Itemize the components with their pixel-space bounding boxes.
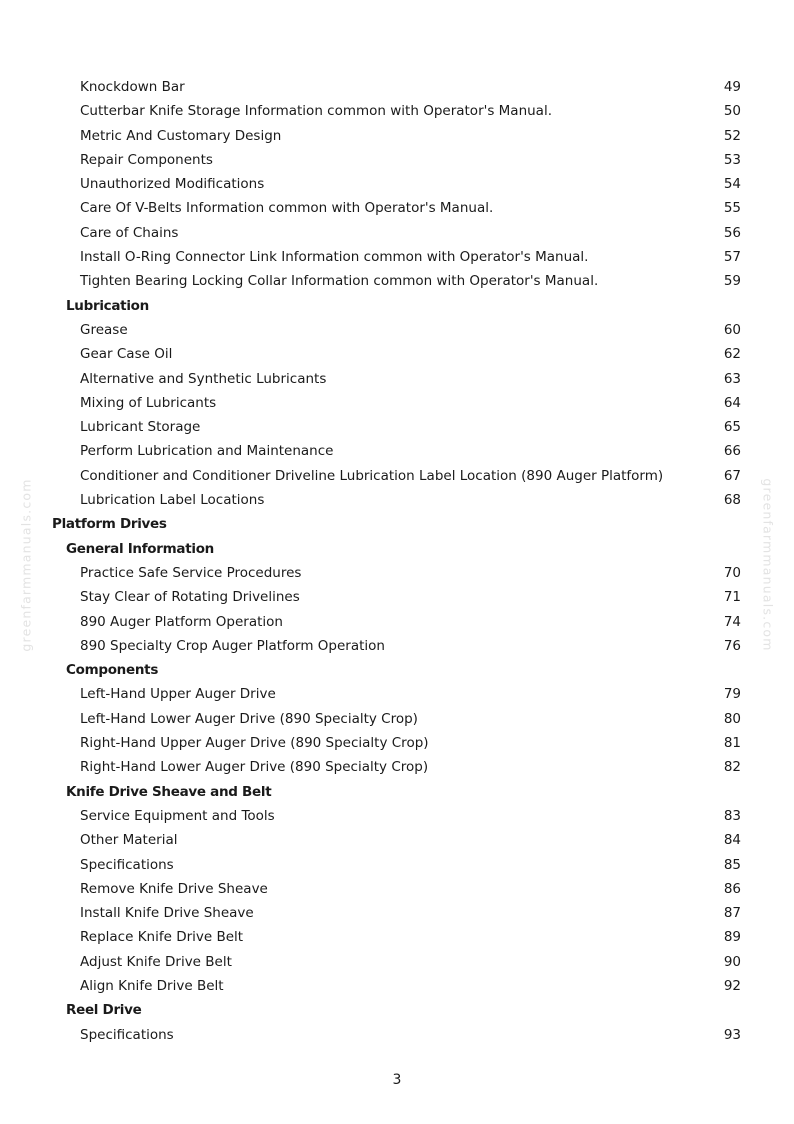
toc-entry-page-number: 62 <box>723 346 741 363</box>
toc-entry[interactable] <box>0 245 794 269</box>
toc-entry-title: Metric And Customary Design <box>80 127 282 144</box>
toc-entry-title: Knockdown Bar <box>80 79 185 95</box>
toc-entry-page-number: 86 <box>723 880 741 897</box>
toc-entry-title: Perform Lubrication and Maintenance <box>80 443 334 460</box>
toc-section-heading[interactable] <box>0 658 794 682</box>
toc-entry-page-number: 53 <box>723 151 741 168</box>
toc-entry-page-number: 79 <box>723 686 741 703</box>
toc-entry-page-number: 92 <box>723 977 741 994</box>
toc-entry-title: Replace Knife Drive Belt <box>80 929 244 946</box>
table-of-contents <box>0 75 794 1047</box>
toc-entry-title: Unauthorized Modifications <box>80 176 265 193</box>
toc-entry-title: Lubrication <box>66 297 149 314</box>
toc-entry[interactable] <box>0 75 794 99</box>
toc-entry-page-number: 59 <box>723 273 741 290</box>
toc-entry-title: Left-Hand Upper Auger Drive <box>80 686 276 703</box>
toc-entry[interactable] <box>0 1023 794 1047</box>
toc-entry-title: General Information <box>66 540 214 557</box>
toc-entry-title: Remove Knife Drive Sheave <box>80 880 268 897</box>
toc-entry[interactable] <box>0 925 794 949</box>
watermark-text: greenfarmmanuals.com <box>18 478 34 652</box>
toc-entry-title: Install Knife Drive Sheave <box>80 905 254 922</box>
toc-entry-title: Adjust Knife Drive Belt <box>80 953 232 970</box>
toc-entry[interactable] <box>0 99 794 123</box>
toc-entry[interactable] <box>0 634 794 658</box>
toc-entry[interactable] <box>0 682 794 706</box>
toc-entry[interactable] <box>0 221 794 245</box>
toc-entry[interactable] <box>0 731 794 755</box>
toc-entry-page-number: 66 <box>723 443 741 460</box>
toc-entry[interactable] <box>0 828 794 852</box>
toc-entry-title: Practice Safe Service Procedures <box>80 564 302 581</box>
toc-chapter-heading[interactable] <box>0 512 794 536</box>
toc-entry[interactable] <box>0 488 794 512</box>
toc-entry[interactable] <box>0 950 794 974</box>
toc-entry-page-number: 93 <box>723 1026 741 1043</box>
toc-section-heading[interactable] <box>0 780 794 804</box>
toc-entry-title: Components <box>66 662 159 679</box>
toc-entry[interactable] <box>0 415 794 439</box>
toc-entry-title: Mixing of Lubricants <box>80 394 217 411</box>
toc-entry-page-number: 67 <box>723 467 741 484</box>
toc-entry-title: Tighten Bearing Locking Collar Information common with Operator's Manual. <box>80 273 599 290</box>
toc-entry[interactable] <box>0 148 794 172</box>
toc-entry-page-number: 55 <box>723 200 741 217</box>
toc-entry-page-number: 89 <box>723 929 741 946</box>
toc-entry-title: Reel Drive <box>66 1002 142 1019</box>
toc-entry-title: Align Knife Drive Belt <box>80 977 224 994</box>
toc-entry-page-number: 54 <box>723 176 741 193</box>
toc-entry-page-number: 74 <box>723 613 741 630</box>
toc-entry-title: Grease <box>80 321 128 338</box>
toc-entry[interactable] <box>0 585 794 609</box>
toc-entry-page-number: 82 <box>723 759 741 776</box>
toc-entry[interactable] <box>0 196 794 220</box>
toc-entry[interactable] <box>0 124 794 148</box>
toc-entry-page-number: 52 <box>723 127 741 144</box>
toc-entry[interactable] <box>0 367 794 391</box>
toc-entry[interactable] <box>0 877 794 901</box>
toc-entry-page-number: 87 <box>723 905 741 922</box>
toc-entry-page-number: 84 <box>723 832 741 849</box>
toc-entry-title: Alternative and Synthetic Lubricants <box>80 370 327 387</box>
toc-entry-title: Install O-Ring Connector Link Information common with Operator's Manual. <box>80 249 589 266</box>
page-number: 3 <box>392 1072 402 1088</box>
toc-entry-page-number: 63 <box>723 370 741 387</box>
toc-section-heading[interactable] <box>0 537 794 561</box>
toc-entry-title: Other Material <box>80 832 178 849</box>
toc-entry-title: 890 Specialty Crop Auger Platform Operation <box>80 637 385 654</box>
toc-entry-page-number: 64 <box>723 394 741 411</box>
toc-entry-page-number: 50 <box>723 103 741 120</box>
toc-entry[interactable] <box>0 269 794 293</box>
toc-entry-title: Stay Clear of Rotating Drivelines <box>80 589 300 606</box>
toc-entry-title: Care of Chains <box>80 224 179 241</box>
toc-entry-title: Service Equipment and Tools <box>80 807 275 824</box>
toc-entry[interactable] <box>0 464 794 488</box>
toc-entry[interactable] <box>0 172 794 196</box>
toc-entry[interactable] <box>0 901 794 925</box>
toc-entry[interactable] <box>0 755 794 779</box>
toc-section-heading[interactable] <box>0 294 794 318</box>
toc-entry-title: Gear Case Oil <box>80 346 173 363</box>
toc-entry-title: Lubrication Label Locations <box>80 492 265 509</box>
toc-entry[interactable] <box>0 610 794 634</box>
toc-entry[interactable] <box>0 707 794 731</box>
toc-entry-title: Repair Components <box>80 151 213 168</box>
toc-entry-title: Specifications <box>80 856 174 873</box>
toc-entry-title: Platform Drives <box>52 516 167 533</box>
toc-entry-page-number: 65 <box>723 419 741 436</box>
toc-entry-title: Knife Drive Sheave and Belt <box>66 783 272 800</box>
toc-entry-page-number: 68 <box>723 492 741 509</box>
toc-entry[interactable] <box>0 439 794 463</box>
toc-entry[interactable] <box>0 318 794 342</box>
toc-section-heading[interactable] <box>0 998 794 1022</box>
toc-entry-title: Conditioner and Conditioner Driveline Lubrication Label Location (890 Auger Platform) <box>80 467 664 484</box>
toc-entry[interactable] <box>0 804 794 828</box>
toc-entry-page-number: 76 <box>723 637 741 654</box>
toc-entry[interactable] <box>0 853 794 877</box>
toc-entry[interactable] <box>0 561 794 585</box>
toc-entry[interactable] <box>0 391 794 415</box>
toc-entry-page-number: 71 <box>723 589 741 606</box>
toc-entry-page-number: 90 <box>723 953 741 970</box>
toc-entry-title: Care Of V-Belts Information common with Operator's Manual. <box>80 200 494 217</box>
toc-entry-title: Cutterbar Knife Storage Information common with Operator's Manual. <box>80 103 552 120</box>
toc-entry-title: Specifications <box>80 1026 174 1043</box>
toc-entry[interactable] <box>0 342 794 366</box>
toc-entry-page-number: 81 <box>723 735 741 752</box>
toc-entry-page-number: 80 <box>723 710 741 727</box>
toc-entry-page-number: 56 <box>723 224 741 241</box>
toc-entry[interactable] <box>0 974 794 998</box>
toc-entry-page-number: 70 <box>723 564 741 581</box>
toc-entry-page-number: 60 <box>723 321 741 338</box>
watermark-text: greenfarmmanuals.com <box>760 478 776 652</box>
toc-entry-page-number: 83 <box>723 807 741 824</box>
toc-entry-page-number: 49 <box>723 79 741 95</box>
toc-entry-page-number: 57 <box>723 249 741 266</box>
toc-entry-title: Lubricant Storage <box>80 419 201 436</box>
toc-entry-title: 890 Auger Platform Operation <box>80 613 283 630</box>
toc-entry-title: Right-Hand Upper Auger Drive (890 Specialty Crop) <box>80 735 429 752</box>
toc-entry-title: Right-Hand Lower Auger Drive (890 Specialty Crop) <box>80 759 429 776</box>
toc-entry-title: Left-Hand Lower Auger Drive (890 Specialty Crop) <box>80 710 418 727</box>
toc-entry-page-number: 85 <box>723 856 741 873</box>
